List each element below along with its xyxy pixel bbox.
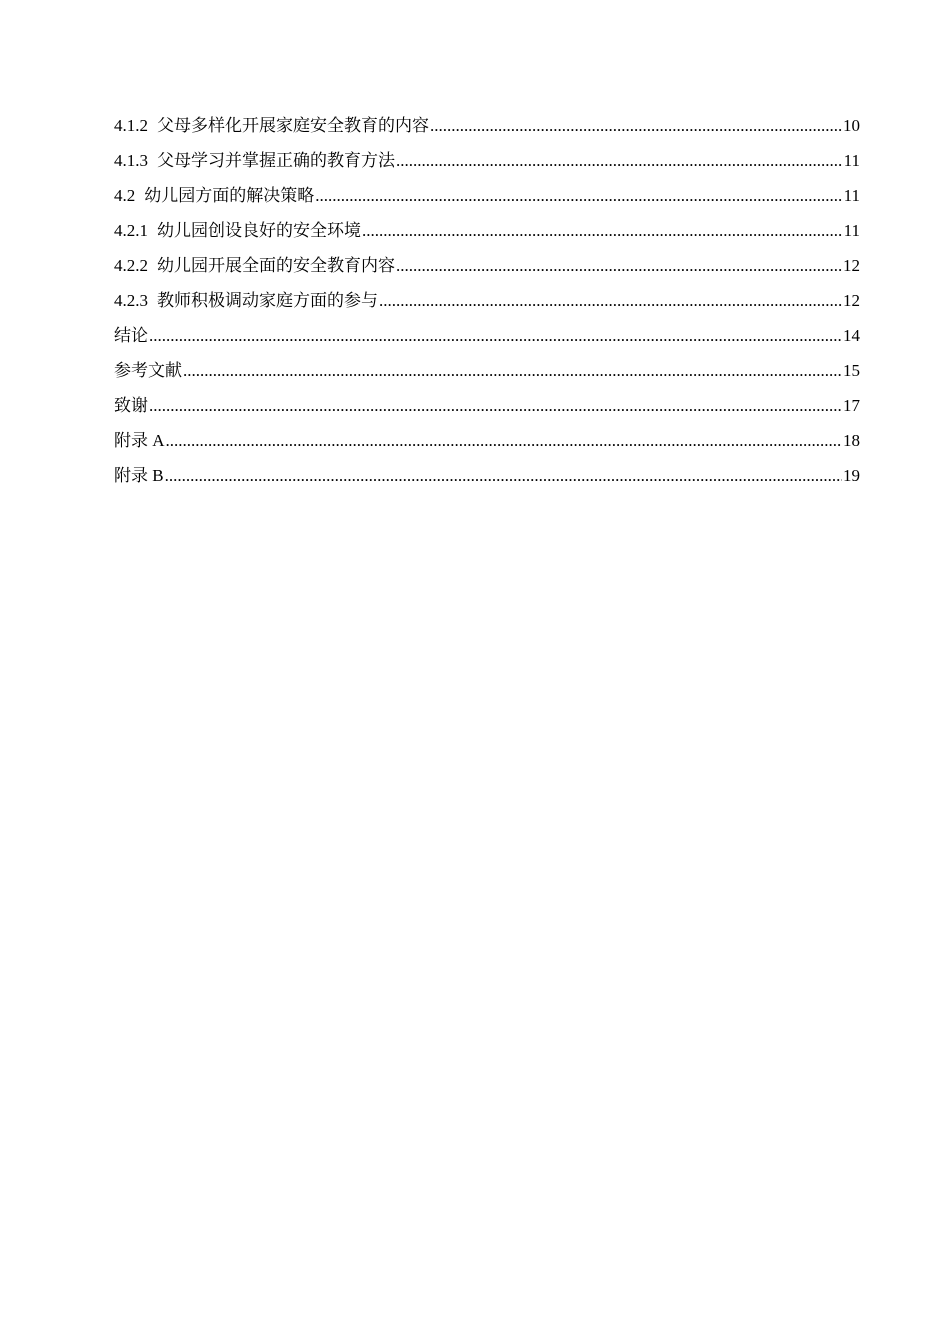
- toc-entry[interactable]: [114, 146, 860, 181]
- toc-entry-title: [114, 146, 395, 176]
- toc-entry-title: [114, 251, 395, 281]
- toc-entry[interactable]: [114, 111, 860, 146]
- toc-entry-title: [114, 356, 182, 386]
- toc-entry[interactable]: [114, 321, 860, 356]
- toc-entry[interactable]: [114, 426, 860, 461]
- toc-entry-text: 幼儿园方面的解决策略: [144, 186, 315, 205]
- toc-entry-text: 父母多样化开展家庭安全教育的内容: [157, 116, 429, 135]
- toc-leader-dots: [396, 251, 842, 281]
- toc-entry[interactable]: [114, 356, 860, 391]
- toc-leader-dots: [149, 321, 842, 351]
- toc-leader-dots: [430, 111, 842, 141]
- toc-page-number: 11: [843, 151, 860, 170]
- toc-entry-number: 4.2.1: [114, 221, 148, 240]
- toc-page-number: 11: [843, 186, 860, 205]
- toc-entry[interactable]: [114, 251, 860, 286]
- toc-page-number: 15: [843, 361, 860, 380]
- toc-entry-text: 幼儿园开展全面的安全教育内容: [157, 256, 395, 275]
- toc-leader-dots: [379, 286, 842, 316]
- toc-leader-dots: [396, 146, 843, 176]
- toc-entry-title: [114, 426, 165, 456]
- toc-entry[interactable]: [114, 461, 860, 496]
- toc-entry[interactable]: [114, 216, 860, 251]
- toc-leader-dots: [362, 216, 843, 246]
- toc-page-number: 12: [843, 291, 860, 310]
- toc-entry-title: [114, 461, 164, 491]
- toc-entry-title: [114, 181, 314, 211]
- toc-entry-title: [114, 391, 148, 421]
- toc-leader-dots: [315, 181, 842, 211]
- toc-entry-number: 4.2: [114, 186, 136, 205]
- toc-entry-text: 附录 A: [114, 431, 165, 450]
- toc-leader-dots: [149, 391, 842, 421]
- toc-entry-number: 4.1.2: [114, 116, 148, 135]
- toc-page-number: 18: [843, 431, 860, 450]
- toc-entry-text: 参考文献: [114, 361, 182, 380]
- toc-entry-title: [114, 321, 148, 351]
- toc-leader-dots: [183, 356, 842, 386]
- toc-entry-title: [114, 111, 429, 141]
- toc-page-number: 11: [843, 221, 860, 240]
- toc-entry-text: 教师积极调动家庭方面的参与: [157, 291, 378, 310]
- toc-entry[interactable]: [114, 181, 860, 216]
- toc-entry[interactable]: [114, 391, 860, 426]
- toc-leader-dots: [166, 426, 842, 456]
- toc-entry-text: 结论: [114, 326, 148, 345]
- toc-leader-dots: [165, 461, 842, 491]
- toc-page-number: 10: [843, 116, 860, 135]
- toc-page-number: 17: [843, 396, 860, 415]
- toc-entry-title: [114, 286, 378, 316]
- table-of-contents: [114, 111, 860, 496]
- toc-entry[interactable]: [114, 286, 860, 321]
- toc-page-number: 19: [843, 466, 860, 485]
- toc-page-number: 12: [843, 256, 860, 275]
- toc-entry-text: 附录 B: [114, 466, 164, 485]
- toc-entry-number: 4.2.2: [114, 256, 148, 275]
- toc-entry-text: 幼儿园创设良好的安全环境: [157, 221, 361, 240]
- toc-entry-title: [114, 216, 361, 246]
- toc-entry-number: 4.1.3: [114, 151, 148, 170]
- toc-page-number: 14: [843, 326, 860, 345]
- toc-entry-number: 4.2.3: [114, 291, 148, 310]
- toc-entry-text: 父母学习并掌握正确的教育方法: [157, 151, 395, 170]
- toc-entry-text: 致谢: [114, 396, 148, 415]
